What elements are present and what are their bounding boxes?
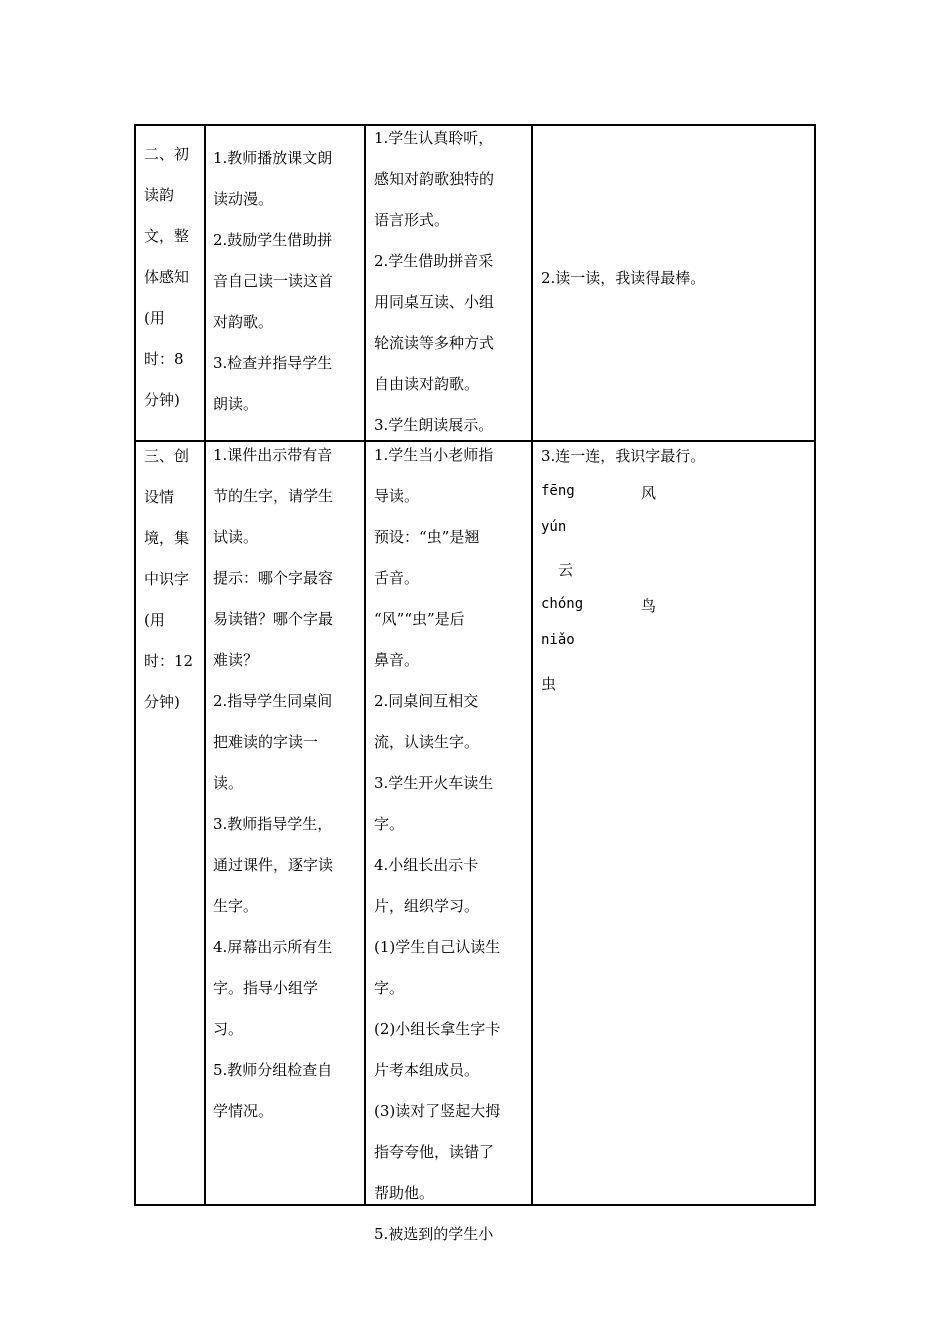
student-line: 片考本组成员。 [374, 1061, 480, 1079]
student-line: 感知对韵歌独特的 [374, 170, 495, 188]
student-line: 导读。 [374, 487, 420, 505]
student-line: 指夸夸他，读错了 [374, 1143, 495, 1161]
row1-stage [144, 134, 200, 421]
column-divider [364, 124, 366, 1206]
teacher-line: 对韵歌。 [213, 313, 274, 331]
stage-line: 分钟) [144, 391, 180, 409]
teacher-line: 学情况。 [213, 1102, 274, 1120]
row2-exercise: 3.连一连，我识字最行。 [541, 447, 706, 465]
teacher-line: 生字。 [213, 897, 259, 915]
teacher-line: 3.检查并指导学生 [213, 354, 333, 372]
teacher-line: 2.指导学生同桌间 [213, 692, 333, 710]
stage-line: 分钟) [144, 693, 180, 711]
teacher-line: 易读错？哪个字最 [213, 610, 334, 628]
student-line: 3.学生开火车读生 [374, 774, 494, 792]
row1-student-activity [374, 118, 522, 446]
stage-line: 三、创 [144, 447, 190, 465]
teacher-line: 节的生字，请学生 [213, 487, 334, 505]
pinyin-niao[interactable]: niǎo [541, 632, 575, 648]
student-line: 字。 [374, 979, 405, 997]
teacher-line: 把难读的字读一 [213, 733, 319, 751]
student-line: (1)学生自己认读生 [374, 938, 501, 956]
pinyin-feng[interactable]: fēng [541, 483, 575, 499]
teacher-line: 1.教师播放课文朗 [213, 149, 333, 167]
student-line: 字。 [374, 815, 405, 833]
student-line: 舌音。 [374, 569, 420, 587]
pinyin-chong[interactable]: chóng [541, 596, 584, 612]
student-line: 语言形式。 [374, 211, 450, 229]
teacher-line: 3.教师指导学生， [213, 815, 333, 833]
row1-teacher-activity [213, 138, 356, 425]
teacher-line: 通过课件，逐字读 [213, 856, 334, 874]
student-line: (2)小组长拿生字卡 [374, 1020, 501, 1038]
row2-stage [144, 436, 200, 723]
column-divider [531, 124, 533, 1206]
student-line: (3)读对了竖起大拇 [374, 1102, 501, 1120]
stage-line: 文，整 [144, 227, 190, 245]
stage-line: 读韵 [144, 186, 175, 204]
teacher-line: 难读？ [213, 651, 259, 669]
teacher-line: 4.屏幕出示所有生 [213, 938, 333, 956]
student-line: “风”“虫”是后 [374, 610, 465, 628]
hanzi-niao[interactable]: 鸟 [641, 597, 657, 615]
stage-line: 境，集 [144, 529, 190, 547]
student-line: 1.学生当小老师指 [374, 446, 494, 464]
stage-line: 时：12 [144, 652, 194, 670]
stage-line: 二、初 [144, 145, 190, 163]
student-line: 2.同桌间互相交 [374, 692, 479, 710]
row2-student-activity [374, 435, 522, 1255]
teacher-line: 1.课件出示带有音 [213, 446, 333, 464]
row2-teacher-activity [213, 435, 356, 1132]
row1-exercise: 2.读一读，我读得最棒。 [541, 269, 706, 287]
pinyin-yun[interactable]: yún [541, 519, 567, 535]
student-line: 片，组织学习。 [374, 897, 480, 915]
stage-line: (用 [144, 611, 165, 629]
teacher-line: 读。 [213, 774, 244, 792]
stage-line: 体感知 [144, 268, 190, 286]
student-line: 流，认读生字。 [374, 733, 480, 751]
teacher-line: 习。 [213, 1020, 244, 1038]
stage-line: 中识字 [144, 570, 190, 588]
teacher-line: 读动漫。 [213, 190, 274, 208]
student-line: 用同桌互读、小组 [374, 293, 495, 311]
student-line: 预设：“虫”是翘 [374, 528, 480, 546]
teacher-line: 2.鼓励学生借助拼 [213, 231, 333, 249]
student-line: 帮助他。 [374, 1184, 435, 1202]
student-line: 5.被选到的学生小 [374, 1225, 494, 1243]
stage-line: 设情 [144, 488, 175, 506]
hanzi-chong[interactable]: 虫 [541, 675, 557, 693]
student-line: 鼻音。 [374, 651, 420, 669]
student-line: 4.小组长出示卡 [374, 856, 479, 874]
student-line: 1.学生认真聆听， [374, 129, 494, 147]
hanzi-feng[interactable]: 风 [641, 484, 657, 502]
student-line: 轮流读等多种方式 [374, 334, 495, 352]
teacher-line: 音自己读一读这首 [213, 272, 334, 290]
stage-line: (用 [144, 309, 165, 327]
student-line: 自由读对韵歌。 [374, 375, 480, 393]
teacher-line: 朗读。 [213, 395, 259, 413]
stage-line: 时：8 [144, 350, 184, 368]
student-line: 2.学生借助拼音采 [374, 252, 494, 270]
teacher-line: 提示：哪个字最容 [213, 569, 334, 587]
teacher-line: 5.教师分组检查自 [213, 1061, 333, 1079]
teacher-line: 试读。 [213, 528, 259, 546]
column-divider [204, 124, 206, 1206]
teacher-line: 字。指导小组学 [213, 979, 319, 997]
student-line: 3.学生朗读展示。 [374, 416, 494, 434]
hanzi-yun[interactable]: 云 [558, 561, 574, 579]
